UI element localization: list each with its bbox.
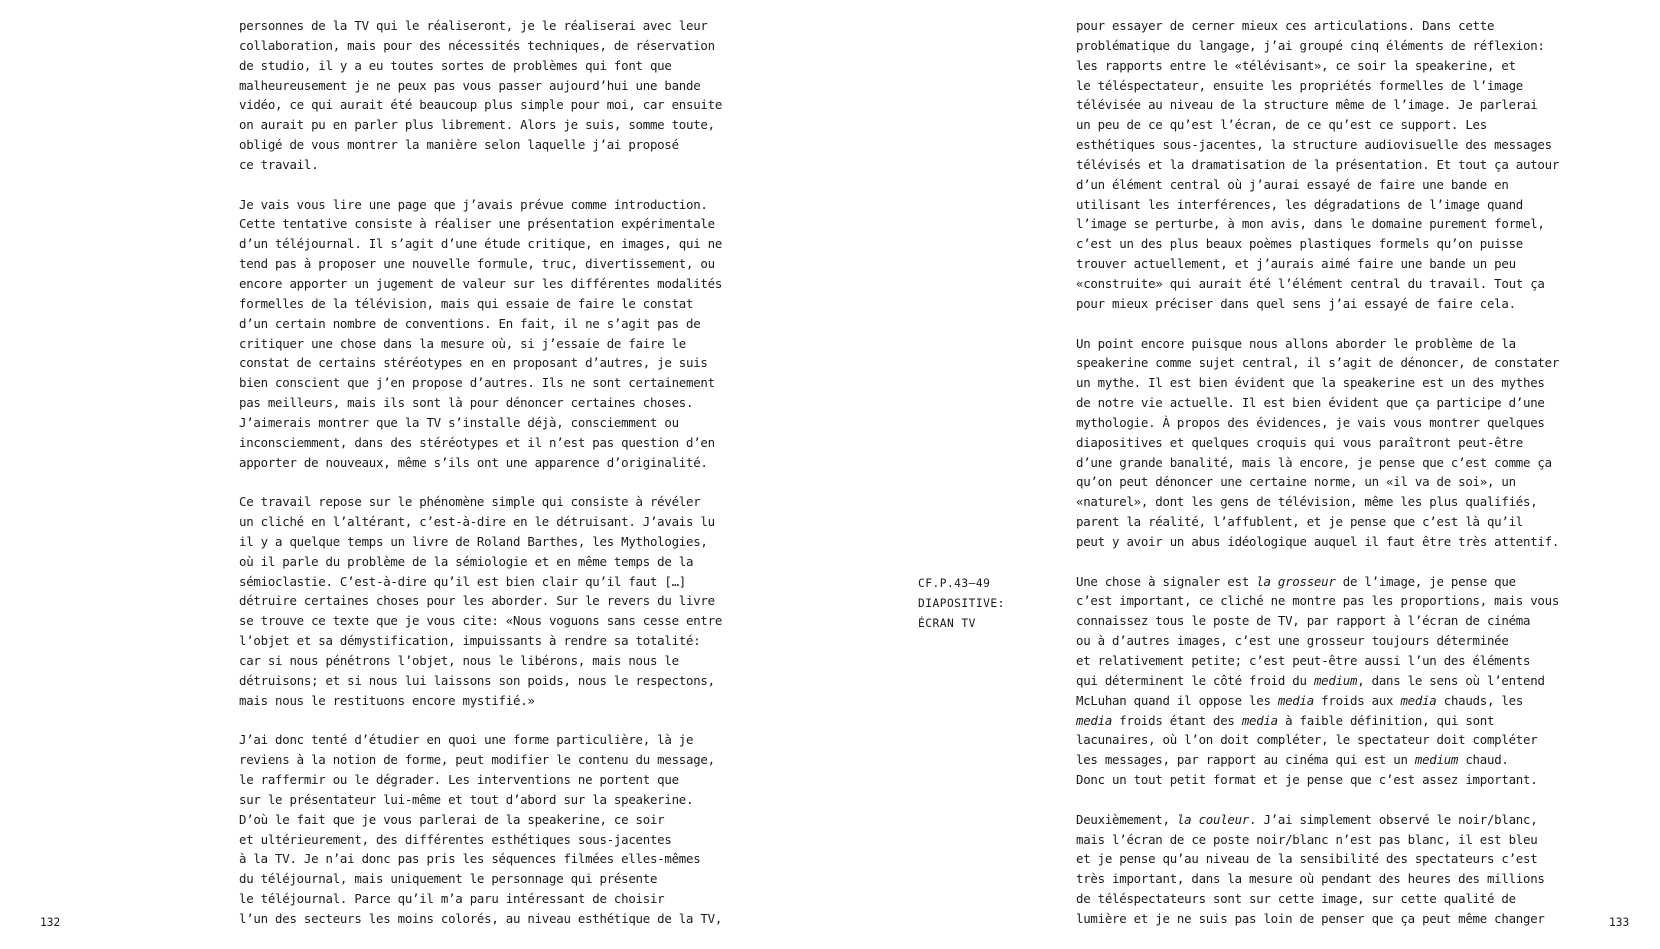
text-line: c’est important, ce cliché ne montre pas les proportions, mais vous <box>1076 593 1560 609</box>
text-line: car si nous pénétrons l’objet, nous le libérons, mais nous le <box>239 653 679 668</box>
text-line: c’est un des plus beaux poèmes plastiques formels qu’on puisse <box>1076 236 1524 252</box>
text-line: speakerine comme sujet central, il s’agit de dénoncer, de constater <box>1076 355 1560 371</box>
paragraph <box>1076 810 1636 929</box>
text-line: Ce travail repose sur le phénomène simple qui consiste à révéler <box>239 494 701 510</box>
text-line: problématique du langage, j’ai groupé cinq éléments de réflexion: <box>1076 37 1545 53</box>
paragraph <box>1076 334 1636 552</box>
margin-note <box>918 574 1005 634</box>
text-line: qu’on peut dénoncer une certaine norme, un «il va de soi», un <box>1076 474 1516 490</box>
text-line: télévisés et la dramatisation de la présentation. Et tout ça autour <box>1076 156 1560 172</box>
paragraph <box>239 16 799 175</box>
left-page-text <box>239 16 799 949</box>
text-line: personnes de la TV qui le réaliseront, je le réaliserai avec leur <box>239 18 708 33</box>
text-line: l’un des secteurs les moins colorés, au niveau esthétique de la TV, <box>239 910 723 926</box>
text-line: l’image se perturbe, à mon avis, dans le domaine purement formel, <box>1076 216 1545 232</box>
text-line: Je vais vous lire une page que j’avais prévue comme introduction. <box>239 196 708 212</box>
text-line: constat de certains stéréotypes en en proposant d’autres, je suis <box>239 355 708 371</box>
text-line: détruire certaines choses pour les aborder. Sur le revers du livre <box>239 593 715 609</box>
page-number-left: 132 <box>40 916 61 929</box>
text-line: Deuxièmement, la couleur. J’ai simplement observé le noir/blanc, <box>1076 811 1538 827</box>
text-line: trouver actuellement, et j’aurais aimé faire une bande un peu <box>1076 256 1516 272</box>
text-line: vidéo, ce qui aurait été beaucoup plus simple pour moi, car ensuite <box>239 97 723 113</box>
text-line: sémioclastie. C’est-à-dire qu’il est bien clair qu’il faut […] <box>239 573 687 589</box>
margin-note-line: DIAPOSITIVE: <box>918 596 1005 610</box>
text-line: «naturel», dont les gens de télévision, même les plus qualifiés, <box>1076 494 1538 510</box>
text-line: tend pas à proposer une nouvelle formule, truc, divertissement, ou <box>239 256 715 272</box>
text-line: les messages, par rapport au cinéma qui est un medium chaud. <box>1076 752 1509 768</box>
text-line: lumière et je ne suis pas loin de penser que ça peut même changer <box>1076 910 1545 926</box>
text-line: pour essayer de cerner mieux ces articulations. Dans cette <box>1076 18 1495 33</box>
text-line: J’aimerais montrer que la TV s’installe déjà, consciemment ou <box>239 414 679 430</box>
paragraph <box>1076 572 1636 790</box>
text-line: il y a quelque temps un livre de Roland Barthes, les Mythologies, <box>239 533 708 549</box>
text-line: télévisée au niveau de la structure même de l’image. Je parlerai <box>1076 97 1538 113</box>
text-line: d’une grande banalité, mais là encore, je pense que c’est comme ça <box>1076 454 1552 470</box>
text-line: D’où le fait que je vous parlerai de la speakerine, ce soir <box>239 811 665 827</box>
text-line: mais nous le restituons encore mystifié.» <box>239 692 535 708</box>
text-line: J’ai donc tenté d’étudier en quoi une forme particulière, là je <box>239 732 694 748</box>
text-line: de notre vie actuelle. Il est bien évident que ça participe d’une <box>1076 395 1545 411</box>
margin-note-line: ÉCRAN TV <box>918 616 976 630</box>
right-page-text <box>1076 16 1636 949</box>
text-line: détruisons; et si nous lui laissons son poids, nous le respectons, <box>239 672 715 688</box>
text-line: de téléspectateurs sont sur cette image, sur cette qualité de <box>1076 891 1516 907</box>
text-line: Donc un tout petit format et je pense que c’est assez important. <box>1076 772 1538 788</box>
text-line: media froids étant des media à faible définition, qui sont <box>1076 712 1495 728</box>
text-line: Une chose à signaler est la grosseur de l’image, je pense que <box>1076 573 1516 589</box>
text-line: et je pense qu’au niveau de la sensibilité des spectateurs c’est <box>1076 851 1538 867</box>
text-line: très important, dans la mesure où pendant des heures des millions <box>1076 871 1545 887</box>
text-line: l’objet et sa démystification, impuissants à rendre sa totalité: <box>239 633 701 649</box>
text-line: critiquer une chose dans la mesure où, si j’essaie de faire le <box>239 335 687 351</box>
text-line: inconsciemment, dans des stéréotypes et il n’est pas question d’en <box>239 434 715 450</box>
text-line: utilisant les interférences, les dégradations de l’image quand <box>1076 196 1524 212</box>
text-line: un peu de ce qu’est l’écran, de ce qu’est ce support. Les <box>1076 117 1487 133</box>
text-line: obligé de vous montrer la manière selon laquelle j’ai proposé <box>239 137 679 153</box>
text-line: du téléjournal, mais uniquement le personnage qui présente <box>239 871 658 887</box>
text-line: à la TV. Je n’ai donc pas pris les séquences filmées elles-mêmes <box>239 851 701 867</box>
paragraph <box>239 730 799 928</box>
text-line: connaissez tous le poste de TV, par rapport à l’écran de cinéma <box>1076 613 1531 629</box>
text-line: d’un certain nombre de conventions. En fait, il ne s’agit pas de <box>239 315 701 331</box>
text-line: et ultérieurement, des différentes esthétiques sous-jacentes <box>239 831 672 847</box>
text-line: Cette tentative consiste à réaliser une présentation expérimentale <box>239 216 715 232</box>
text-line: McLuhan quand il oppose les media froids aux media chauds, les <box>1076 692 1524 708</box>
text-line: de studio, il y a eu toutes sortes de problèmes qui font que <box>239 57 672 73</box>
text-line: esthétiques sous-jacentes, la structure audiovisuelle des messages <box>1076 137 1552 153</box>
text-line: on aurait pu en parler plus librement. Alors je suis, somme toute, <box>239 117 715 133</box>
text-line: Un point encore puisque nous allons aborder le problème de la <box>1076 335 1516 351</box>
text-line: le téléspectateur, ensuite les propriétés formelles de l’image <box>1076 77 1524 93</box>
text-line: sur le présentateur lui-même et tout d’abord sur la speakerine. <box>239 791 694 807</box>
paragraph <box>239 195 799 473</box>
paragraph <box>239 492 799 710</box>
text-line: pour mieux préciser dans quel sens j’ai essayé de faire cela. <box>1076 295 1516 311</box>
text-line: «construite» qui aurait été l’élément central du travail. Tout ça <box>1076 275 1545 291</box>
text-line: d’un téléjournal. Il s’agit d’une étude critique, en images, qui ne <box>239 236 723 252</box>
text-line: apporter de nouveaux, même s’ils ont une apparence d’originalité. <box>239 454 708 470</box>
text-line: ou à d’autres images, c’est une grosseur toujours déterminée <box>1076 633 1509 649</box>
text-line: diapositives et quelques croquis qui vous paraîtront peut-être <box>1076 434 1524 450</box>
text-line: parent la réalité, l’affublent, et je pense que c’est là qu’il <box>1076 514 1524 530</box>
text-line: un mythe. Il est bien évident que la speakerine est un des mythes <box>1076 375 1545 391</box>
text-line: collaboration, mais pour des nécessités techniques, de réservation <box>239 37 715 53</box>
text-line: qui déterminent le côté froid du medium, dans le sens où l’entend <box>1076 672 1545 688</box>
text-line: les rapports entre le «télévisant», ce soir la speakerine, et <box>1076 57 1516 73</box>
text-line: le téléjournal. Parce qu’il m’a paru intéressant de choisir <box>239 891 665 907</box>
text-line: mythologie. À propos des évidences, je vais vous montrer quelques <box>1076 414 1545 430</box>
text-line: lacunaires, où l’on doit compléter, le spectateur doit compléter <box>1076 732 1538 748</box>
text-line: se trouve ce texte que je vous cite: «Nous voguons sans cesse entre <box>239 613 723 629</box>
margin-note-line: CF.P.43–49 <box>918 577 991 590</box>
text-line: un cliché en l’altérant, c’est-à-dire en le détruisant. J’avais lu <box>239 514 715 530</box>
text-line: peut y avoir un abus idéologique auquel il faut être très attentif. <box>1076 533 1560 549</box>
text-line: malheureusement je ne peux pas vous passer aujourd’hui une bande <box>239 77 701 93</box>
text-line: bien conscient que j’en propose d’autres. Ils ne sont certainement <box>239 375 715 391</box>
text-line: reviens à la notion de forme, peut modifier le contenu du message, <box>239 752 715 768</box>
text-line: le raffermir ou le dégrader. Les interventions ne portent que <box>239 772 679 788</box>
text-line: pas meilleurs, mais ils sont là pour dénoncer certaines choses. <box>239 395 694 411</box>
paragraph <box>1076 16 1636 314</box>
text-line: encore apporter un jugement de valeur sur les différentes modalités <box>239 275 723 291</box>
text-line: ce travail. <box>239 156 319 172</box>
text-line: formelles de la télévision, mais qui essaie de faire le constat <box>239 295 694 311</box>
text-line: d’un élément central où j’aurai essayé de faire une bande en <box>1076 176 1509 192</box>
text-line: et relativement petite; c’est peut-être aussi l’un des éléments <box>1076 653 1531 668</box>
text-line: mais l’écran de ce poste noir/blanc n’est pas blanc, il est bleu <box>1076 831 1538 847</box>
text-line: où il parle du problème de la sémiologie et en même temps de la <box>239 553 694 569</box>
page-number-right: 133 <box>1609 916 1630 929</box>
